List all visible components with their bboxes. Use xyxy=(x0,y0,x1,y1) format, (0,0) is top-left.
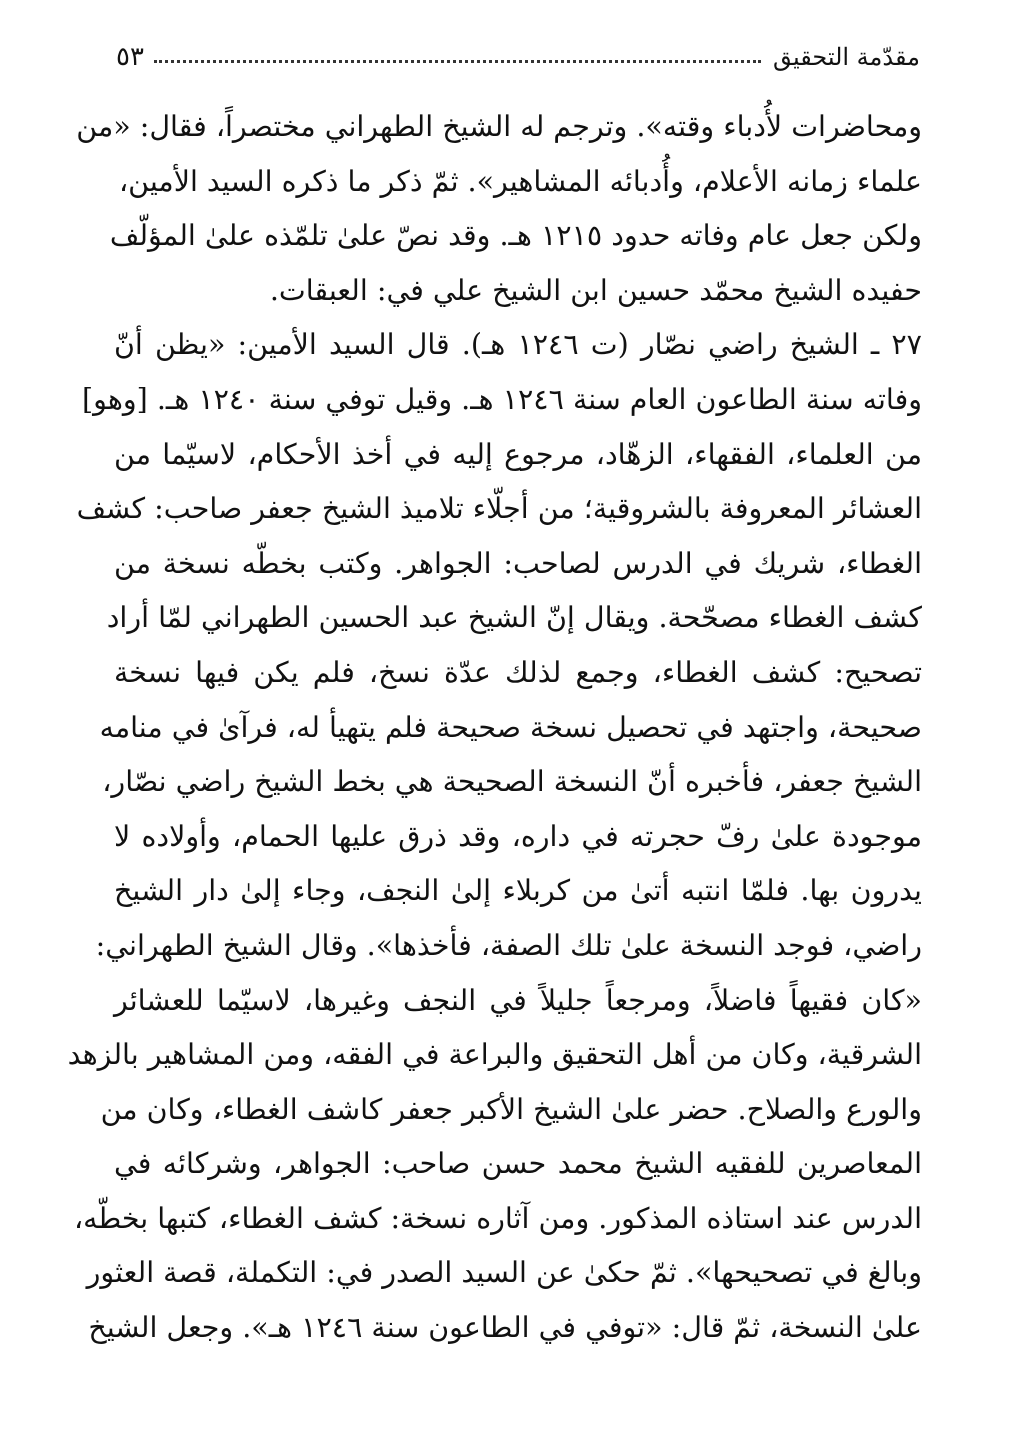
text-line: المعاصرين للفقيه الشيخ محمد حسن صاحب: الجواهر، وشركائه في xyxy=(114,1147,922,1181)
text-line: موجودة علىٰ رفّ حجرته في داره، وقد ذرق عليها الحمام، وأولاده لا xyxy=(114,819,922,853)
text-line: ٢٧ ـ الشيخ راضي نصّار (ت ١٢٤٦ هـ). قال السيد الأمين: «يظن أنّ xyxy=(114,328,922,362)
text-line: الشرقية، وكان من أهل التحقيق والبراعة في الفقه، ومن المشاهير بالزهد xyxy=(67,1038,922,1072)
page-number: ٥٣ xyxy=(116,42,144,72)
text-line: علماء زمانه الأعلام، وأُدبائه المشاهير». ثمّ ذكر ما ذكره السيد الأمين، xyxy=(118,164,922,198)
text-line: العشائر المعروفة بالشروقية؛ من أجلّاء تلاميذ الشيخ جعفر صاحب: كشف xyxy=(76,492,922,526)
text-line: الشيخ جعفر، فأخبره أنّ النسخة الصحيحة هي بخط الشيخ راضي نصّار، xyxy=(102,765,922,799)
text-line: من العلماء، الفقهاء، الزهّاد، مرجوع إليه في أخذ الأحكام، لاسيّما من xyxy=(114,437,922,471)
dotted-leader xyxy=(154,60,761,63)
text-line: وفاته سنة الطاعون العام سنة ١٢٤٦ هـ. وقيل توفي سنة ١٢٤٠ هـ. [وهو] xyxy=(82,382,922,416)
text-line: والورع والصلاح. حضر علىٰ الشيخ الأكبر جعفر كاشف الغطاء، وكان من xyxy=(100,1092,922,1126)
text-line: يدرون بها. فلمّا انتبه أتىٰ من كربلاء إلىٰ النجف، وجاء إلىٰ دار الشيخ xyxy=(114,874,922,908)
body-text xyxy=(67,100,922,1356)
text-line: وبالغ في تصحيحها». ثمّ حكىٰ عن السيد الصدر في: التكملة، قصة العثور xyxy=(86,1256,922,1290)
text-line: الدرس عند استاذه المذكور. ومن آثاره نسخة: كشف الغطاء، كتبها بخطّه، xyxy=(73,1201,922,1235)
text-line: علىٰ النسخة، ثمّ قال: «توفي في الطاعون سنة ١٢٤٦ هـ». وجعل الشيخ xyxy=(88,1311,922,1345)
text-line: «كان فقيهاً فاضلاً، ومرجعاً جليلاً في النجف وغيرها، لاسيّما للعشائر xyxy=(114,983,922,1017)
text-line: ولكن جعل عام وفاته حدود ١٢١٥ هـ. وقد نصّ علىٰ تلمّذه علىٰ المؤلّف xyxy=(109,219,922,253)
text-line: تصحيح: كشف الغطاء، وجمع لذلك عدّة نسخ، فلم يكن فيها نسخة xyxy=(114,655,922,689)
text-line: ومحاضرات لأُدباء وقته». وترجم له الشيخ الطهراني مختصراً، فقال: «من xyxy=(76,110,922,143)
text-line: حفيده الشيخ محمّد حسين ابن الشيخ علي في: العبقات. xyxy=(269,273,922,307)
text-line: صحيحة، واجتهد في تحصيل نسخة صحيحة فلم يتهيأ له، فرآىٰ في منامه xyxy=(99,710,922,744)
text-line: الغطاء، شريك في الدرس لصاحب: الجواهر. وكتب بخطّه نسخة من xyxy=(114,546,922,580)
running-header xyxy=(116,34,920,80)
text-line: راضي، فوجد النسخة علىٰ تلك الصفة، فأخذها». وقال الشيخ الطهراني: xyxy=(95,928,922,962)
text-line: كشف الغطاء مصحّحة. ويقال إنّ الشيخ عبد الحسين الطهراني لمّا أراد xyxy=(106,601,922,635)
section-title: مقدّمة التحقيق xyxy=(772,43,920,71)
